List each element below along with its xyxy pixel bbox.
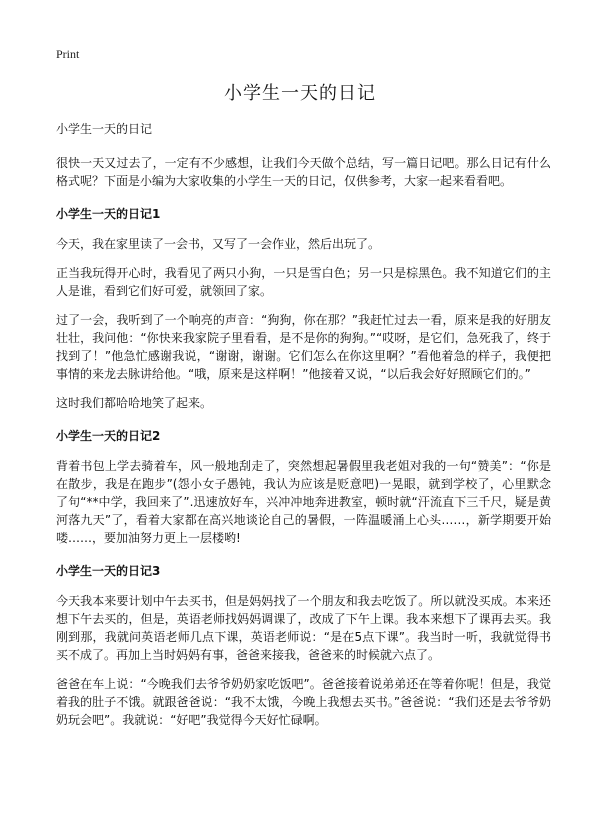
section-heading-1: 小学生一天的日记1 <box>56 207 161 221</box>
print-link[interactable]: Print <box>56 47 80 61</box>
section-3-paragraph-2: 爸爸在车上说：“今晚我们去爷爷奶奶家吃饭吧”。爸爸接着说弟弟还在等着你呢！但是，我觉着我的肚子不饿。就跟爸爸说：“我不太饿，今晚上我想去买书。”爸爸说：“我们还是去爷爷奶奶玩会吧”。我就说：“好吧”我觉得今天好忙碌啊。 <box>56 677 551 727</box>
section-heading-3: 小学生一天的日记3 <box>56 564 161 578</box>
article-subtitle: 小学生一天的日记 <box>56 122 153 136</box>
article-body <box>56 120 551 740</box>
section-1-paragraph-1: 今天，我在家里读了一会书，又写了一会作业，然后出玩了。 <box>56 237 381 251</box>
page-title: 小学生一天的日记 <box>224 83 376 104</box>
section-1-paragraph-2: 正当我玩得开心时，我看见了两只小狗，一只是雪白色；另一只是棕黑色。我不知道它们的主人是谁，看到它们好可爱，就领回了家。 <box>56 266 551 298</box>
section-2-paragraph-1: 背着书包上学去骑着车，风一般地刮走了，突然想起暑假里我老姐对我的一句“赞美”：“你是在散步，我是在跑步”(怨小女子愚钝，我认为应该是贬意吧)一晃眼，就到学校了，心里默念了句“**中学，我回来了”.迅速放好车，兴冲冲地奔进教室，顿时就“汗流直下三千尺，疑是黄河落九天”了，看着大家都在高兴地谈论自己的暑假，一阵温暖涌上心头……，新学期要开始喽……，要加油努力更上一层楼哟! <box>56 459 551 545</box>
section-1-paragraph-4: 这时我们都哈哈地笑了起来。 <box>56 396 213 410</box>
intro-paragraph: 很快一天又过去了，一定有不少感想，让我们今天做个总结，写一篇日记吧。那么日记有什么格式呢？下面是小编为大家收集的小学生一天的日记，仅供参考，大家一起来看看吧。 <box>56 156 551 188</box>
section-1-paragraph-3: 过了一会，我听到了一个响亮的声音：“狗狗，你在那？”我赶忙过去一看，原来是我的好朋友壮壮，我问他：“你快来我家院子里看看，是不是你的狗狗。”“哎呀，是它们，急死我了，终于找到了！”他急忙感谢我说，“谢谢，谢谢。它们怎么在你这里啊？”看他着急的样子，我便把事情的来龙去脉讲给他。“哦，原来是这样啊！”他接着又说，“以后我会好好照顾它们的。” <box>56 313 551 381</box>
section-heading-2: 小学生一天的日记2 <box>56 429 161 443</box>
section-3-paragraph-1: 今天我本来要计划中午去买书，但是妈妈找了一个朋友和我去吃饭了。所以就没买成。本来还想下午去买的，但是，英语老师找妈妈调课了，改成了下午上课。我本来想下了课再去买。我刚到那，我就问英语老师几点下课，英语老师说：“是在5点下课”。我当时一听，我就觉得书买不成了。再加上当时妈妈有事，爸爸来接我，爸爸来的时候就六点了。 <box>56 594 551 662</box>
